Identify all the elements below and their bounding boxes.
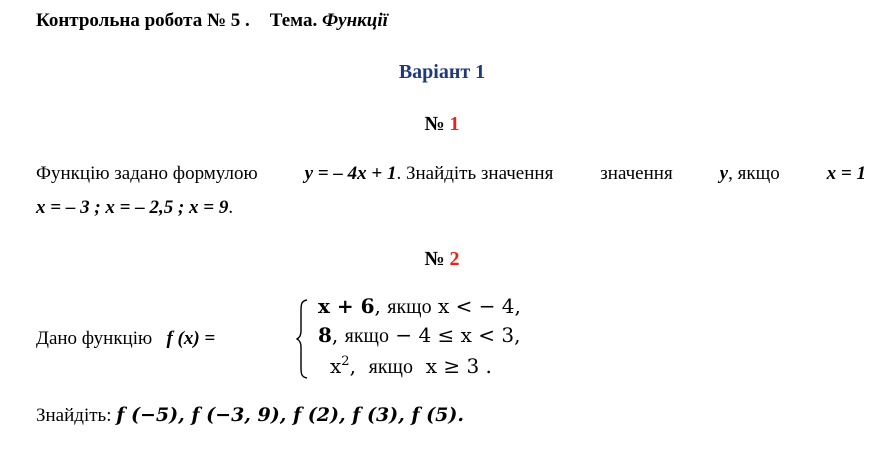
problem-1-var-y: y — [719, 163, 729, 184]
problem-1-text-line-1 — [36, 163, 866, 185]
case-cond: x ≥ 3 . — [425, 354, 492, 378]
number-sign: № — [424, 113, 445, 135]
header-title: Контрольна робота № 5 . — [36, 10, 250, 31]
worksheet-header — [36, 10, 388, 32]
function-label: f (x) = — [166, 328, 216, 349]
find-values: f (−5), f (−3, 9), f (2), f (3), f (5). — [116, 404, 464, 426]
case-cond-word: якщо — [387, 296, 432, 318]
problem-1-number — [0, 113, 884, 136]
problem-1-formula: y = – 4x + 1 — [304, 163, 397, 184]
problem-2-find — [36, 404, 464, 427]
problem-1-text-mid: . Знайдіть значення — [396, 163, 554, 184]
problem-2-given — [36, 328, 215, 350]
problem-1-text-if: , якщо — [728, 163, 780, 184]
left-brace-icon — [296, 299, 308, 379]
case-row-1: x + 6, якщо x < − 4, — [318, 294, 521, 318]
case-cond-word: якщо — [344, 325, 389, 347]
given-text: Дано функцію — [36, 328, 153, 349]
problem-1-text-start: Функцію задано формулою — [36, 163, 258, 184]
header-topic-label: Тема. — [269, 10, 318, 31]
problem-1-end: . — [228, 197, 234, 218]
problem-number-value: 2 — [449, 248, 460, 270]
problem-1-text-line-2 — [36, 197, 233, 219]
variant-title: Варіант 1 — [398, 61, 486, 83]
find-label: Знайдіть: — [36, 405, 112, 426]
case-expr: 8 — [318, 323, 332, 347]
problem-number-value: 1 — [449, 113, 460, 135]
value-text: значення — [600, 163, 673, 184]
number-sign: № — [424, 248, 445, 270]
case-power: 2 — [341, 354, 350, 369]
case-expr: x — [330, 354, 342, 378]
case-cond: x < − 4, — [437, 294, 521, 318]
case-row-3: $x^2$, якщо x ≥ 3 . — [330, 354, 492, 378]
case-expr: x + 6 — [318, 294, 375, 318]
problem-2-number — [0, 248, 884, 271]
header-topic: Функції — [322, 10, 388, 31]
case-cond: − 4 ≤ x < 3, — [395, 323, 521, 347]
problem-1-values: x = – 3 ; x = – 2,5 ; x = 9 — [36, 197, 229, 218]
problem-1-cond-1: x = 1 — [826, 163, 866, 184]
case-row-2: 8, якщо − 4 ≤ x < 3, — [318, 323, 521, 347]
case-cond-word: якщо — [368, 356, 413, 378]
